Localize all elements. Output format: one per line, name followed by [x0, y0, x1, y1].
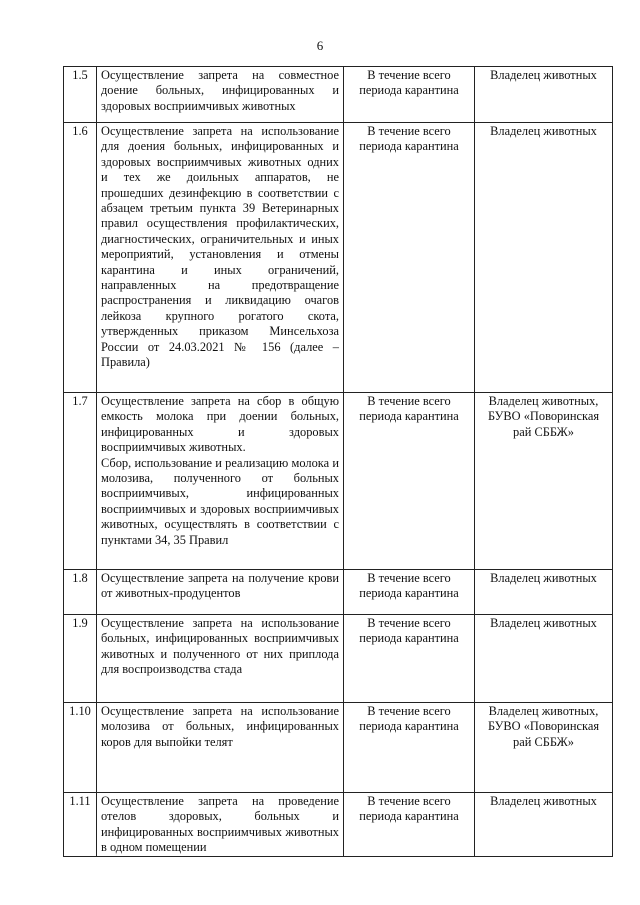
deadline-cell: В течение всего периода карантина	[344, 615, 475, 703]
measure-text: Осуществление запрета на совместное доение больных, инфицированных и здоровых восприимчивых животных	[97, 67, 344, 123]
responsible-cell: Владелец животных	[475, 793, 613, 857]
responsible-cell: Владелец животных	[475, 123, 613, 393]
row-number: 1.11	[64, 793, 97, 857]
measure-text: Осуществление запрета на получение крови от животных-продуцентов	[97, 570, 344, 615]
row-number: 1.10	[64, 703, 97, 793]
page-number: 6	[316, 38, 324, 53]
measure-text: Осуществление запрета на использование молозива от больных, инфицированных коров для выпойки телят	[97, 703, 344, 793]
measure-text: Осуществление запрета на использование больных, инфицированных восприимчивых животных и полученного от них приплода для воспроизводства стада	[97, 615, 344, 703]
measure-text: Осуществление запрета на использование для доения больных, инфицированных и здоровых восприимчивых животных одних и тех же доильных аппаратов, не прошедших дезинфекцию в соответствии с абзацем третьим пункта 39 Ветеринарных правил осуществления профилактических, диагностических, ограничительных и иных мероприятий, установления и отмены карантина и иных ограничений, направленных на предотвращение распространения и ликвидацию очагов лейкоза крупного рогатого скота, утвержденных приказом Минсельхоза России от 24.03.2021 № 156 (далее – Правила)	[97, 123, 344, 393]
measure-text: Осуществление запрета на проведение отелов здоровых, больных и инфицированных восприимчивых животных в одном помещении	[97, 793, 344, 857]
responsible-cell: Владелец животных	[475, 67, 613, 123]
responsible-cell: Владелец животных	[475, 570, 613, 615]
table-row	[64, 570, 613, 615]
deadline-cell: В течение всего периода карантина	[344, 703, 475, 793]
deadline-cell: В течение всего периода карантина	[344, 123, 475, 393]
row-number: 1.6	[64, 123, 97, 393]
table-row	[64, 393, 613, 570]
row-number: 1.8	[64, 570, 97, 615]
table-row	[64, 703, 613, 793]
row-number: 1.7	[64, 393, 97, 570]
deadline-cell: В течение всего периода карантина	[344, 570, 475, 615]
row-number: 1.9	[64, 615, 97, 703]
table-row	[64, 615, 613, 703]
table-row	[64, 67, 613, 123]
deadline-cell: В течение всего периода карантина	[344, 67, 475, 123]
row-number: 1.5	[64, 67, 97, 123]
table-row	[64, 123, 613, 393]
responsible-cell: Владелец животных	[475, 615, 613, 703]
measure-text: Осуществление запрета на сбор в общую емкость молока при доении больных, инфицированных и здоровых восприимчивых животных. Сбор, использование и реализацию молока и молозива, полученного от больных восприимчивых, инфицированных восприимчивых и здоровых восприимчивых животных, осуществлять в соответствии с пунктами 34, 35 Правил	[97, 393, 344, 570]
measures-table	[63, 66, 613, 857]
responsible-cell: Владелец животных, БУВО «Поворинская рай СББЖ»	[475, 703, 613, 793]
deadline-cell: В течение всего периода карантина	[344, 793, 475, 857]
deadline-cell: В течение всего периода карантина	[344, 393, 475, 570]
table-row	[64, 793, 613, 857]
responsible-cell: Владелец животных, БУВО «Поворинская рай СББЖ»	[475, 393, 613, 570]
